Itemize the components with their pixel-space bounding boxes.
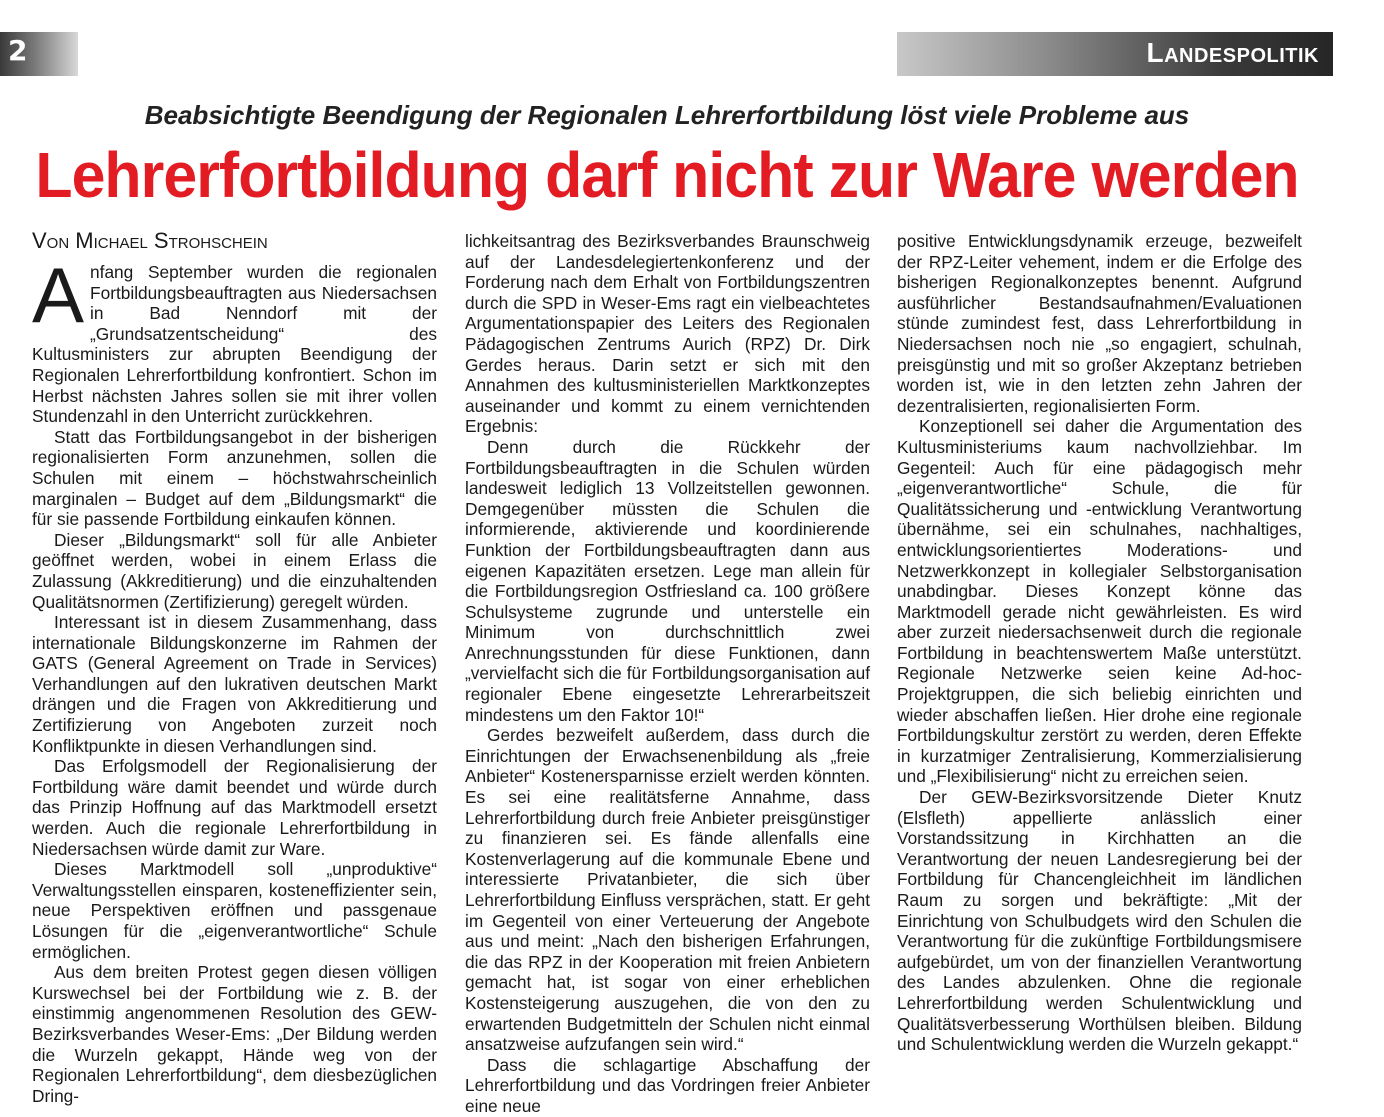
article-paragraph: Das Erfolgsmodell der Regionalisierung der Fortbildung wäre damit beendet und würde durch das Prinzip Hoffnung auf das Marktmodell ersetzt werden. Auch die regionale Lehrerfortbildung in Niedersachsen würde damit zur Ware. [32,756,437,859]
article-headline: Lehrerfortbildung darf nicht zur Ware werden [35,139,1299,211]
drop-cap: A [32,251,85,339]
page-number: 2 [8,34,28,67]
page-number-bar [0,32,78,76]
article-paragraph: Gerdes bezweifelt außerdem, dass durch die Einrichtungen der Erwachsenenbildung als „freie Anbieter“ Kostenersparnisse erzielt werden könnten. Es sei eine realitätsferne Annahme, dass Lehrerfortbildung durch freie Anbieter preisgünstiger zu finanzieren sei. Es fände allenfalls eine Kostenverlagerung auf die kommunale Ebene und interessierte Privatanbieter, die sich über Lehrerfortbildung Einfluss versprächen, statt. Er geht im Gegenteil von einer Verteuerung der Angebote aus und meint: „Nach den bisherigen Erfahrungen, die das RPZ in der Kooperation mit freien Anbietern gemacht hat, ist sogar von einer erheblichen Kostensteigerung auszugehen, die von den zu erwartenden Budgetmitteln der Schulen nicht einmal ansatzweise aufzufangen sein wird.“ [465,725,870,1055]
article-paragraph: Dieses Marktmodell soll „unproduktive“ Verwaltungsstellen einsparen, kosteneffizienter sein, neue Perspektiven eröffnen und passgenaue Lösungen für die „eigenverantwortliche“ Schule ermöglichen. [32,859,437,962]
section-header-bar [897,32,1333,76]
article-paragraph: lichkeitsantrag des Bezirksverbandes Braunschweig auf der Landesdelegiertenkonferenz und der Forderung nach dem Erhalt von Fortbildungszentren durch die SPD in Weser-Ems ragt ein vielbeachtetes Argumentationspapier des Leiters des Regionalen Pädagogischen Zentrums Aurich (RPZ) Dr. Dirk Gerdes heraus. Darin setzt er sich mit den Annahmen des kultusministeriellen Marktkonzeptes auseinander und kommt zu einem vernichtenden Ergebnis: [465,231,870,437]
article-paragraph: Konzeptionell sei daher die Argumentation des Kultusministeriums kaum nachvollziehbar. Im Gegenteil: Auch für eine pädagogisch mehr „eigenverantwortliche“ Schule, die für Qualitätssicherung und -entwicklung Verantwortung übernähme, sei ein schulnahes, nachhaltiges, entwicklungsorientiertes Moderations- und Netzwerkkonzept in kollegialer Selbstorganisation unabdingbar. Dieses Konzept könne das Marktmodell gerade nicht gewährleisten. Es wird aber zurzeit niedersachsenweit durch die regionale Fortbildung in beachtenswertem Maße unterstützt. Regionale Netzwerke seien keine Ad-hoc-Projektgruppen, die sich beliebig einrichten und wieder abschaffen ließen. Hier drohe eine regionale Fortbildungskultur zerstört zu werden, deren Effekte in kurzatmiger Zentralisierung, Kommerzialisierung und „Flexibilisierung“ nicht zu erreichen seien. [897,416,1302,787]
article-paragraph: Aus dem breiten Protest gegen diesen völligen Kurswechsel bei der Fortbildung wie z. B. der einstimmig angenommenen Resolution des GEW-Bezirksverbandes Weser-Ems: „Der Bildung werden die Wurzeln gekappt, Hände weg von der Regionalen Lehrerfortbildung“, dem diesbezüglichen Dring- [32,962,437,1106]
article-column-3 [897,231,1302,1055]
article-paragraph: Statt das Fortbildungsangebot in der bisherigen regionalisierten Form anzunehmen, sollen die Schulen mit einem – höchstwahrscheinlich marginalen – Budget auf dem „Bildungsmarkt“ die für sie passende Fortbildung einkaufen können. [32,426,437,530]
article-kicker: Beabsichtigte Beendigung der Regionalen Lehrerfortbildung löst viele Probleme aus [144,100,1190,130]
article-paragraph: Dieser „Bildungsmarkt“ soll für alle Anbieter geöffnet werden, wobei in einem Erlass die Zulassung (Akkreditierung) und die einzuhaltenden Qualitätsnormen (Zertifizierung) geregelt würden. [32,529,437,612]
article-column-1 [32,228,437,1106]
article-paragraph: Dass die schlagartige Abschaffung der Lehrerfortbildung und das Vordringen freier Anbieter eine neue [465,1054,870,1116]
article-byline: Von Michael Strohschein [32,228,268,253]
section-label: Landespolitik [1146,37,1319,68]
article-paragraph: Der GEW-Bezirksvorsitzende Dieter Knutz (Elsfleth) appellierte anlässlich einer Vorstandssitzung in Kirchhatten an die Verantwortung der neuen Landesregierung bei der Fortbildung für Chancengleichheit im ländlichen Raum zu sorgen und bekräftigte: „Mit der Einrichtung von Schulbudgets wird den Schulen die Verantwortung für die zukünftige Fortbildungsmisere aufgebürdet, um von der finanziellen Verantwortung des Landes abzulenken. Ohne die regionale Lehrerfortbildung werden Schulentwicklung und Qualitätsverbesserung Worthülsen bleiben. Bildung und Schulentwicklung werden die Wurzeln gekappt.“ [897,787,1302,1055]
article-paragraph [32,251,437,427]
article-paragraph: Denn durch die Rückkehr der Fortbildungsbeauftragten in die Schulen würden landesweit lediglich 13 Vollzeitstellen gewonnen. Demgegenüber müssten die Schulen die informierende, aktivierende und koordinierende Funktion der Fortbildungsbeauftragten dann aus eigenen Kapazitäten ersetzen. Lege man allein für die Fortbildungsregion Ostfriesland ca. 100 größere Schulsysteme zugrunde und unterstelle ein Minimum von durchschnittlich zwei Anrechnungsstunden für diese Funktionen, dann „vervielfacht sich die für Fortbildungsorganisation auf regionaler Ebene eingesetzte Lehrerarbeitszeit mindestens um den Faktor 10!“ [465,436,870,725]
article-paragraph: Interessant ist in diesem Zusammenhang, dass internationale Bildungskonzerne im Rahmen der GATS (General Agreement on Trade in Services) Verhandlungen auf den lukrativen deutschen Markt drängen und die Fragen von Akkreditierung und Zertifizierung von Angeboten zurzeit noch Konfliktpunkte in diesen Verhandlungen sind. [32,612,437,756]
article-column-2 [465,231,870,1117]
paragraph-text: nfang September wurden die regionalen Fortbildungsbeauftragten aus Niedersachsen in Bad Nenndorf mit der „Grundsatzentscheidung“ des Kultusministers zur abrupten Beendigung der Regionalen Lehrerfortbildung konfrontiert. Schon im Herbst nächsten Jahres sollen sie mit ihrer vollen Stundenzahl in den Unterricht zurückkehren. [32,262,437,427]
article-paragraph: positive Entwicklungsdynamik erzeuge, bezweifelt der RPZ-Leiter vehement, indem er die Erfolge des bisherigen Regionalkonzeptes benennt. Aufgrund ausführlicher Bestandsaufnahmen/Evaluationen stünde zumindest fest, dass Lehrerfortbildung in Niedersachsen noch nie „so engagiert, schulnah, preisgünstig und mit so großer Akzeptanz betrieben worden ist, wie in den letzten zehn Jahren der dezentralisierten, regionalisierten Form. [897,231,1302,416]
